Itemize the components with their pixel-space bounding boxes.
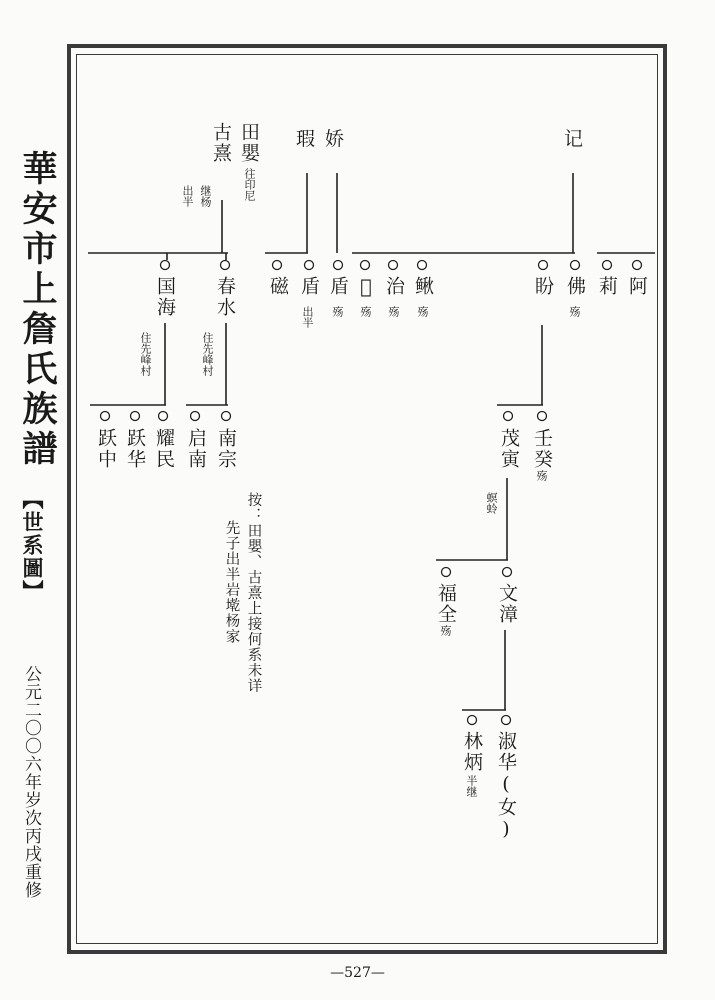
- remark-line-1: 按：田嬰、古熹上接何系未详: [245, 492, 262, 694]
- name-nanzong: 南宗: [215, 428, 237, 470]
- name-fuquan: 福全: [435, 583, 457, 625]
- edition-note: 公元二〇〇六年岁次丙戌重修: [21, 665, 41, 899]
- name-jiao: 娇: [325, 128, 351, 150]
- name-ji: 记: [564, 128, 590, 150]
- name-renkui: 壬癸: [531, 428, 553, 470]
- note-jiu: 殇: [416, 306, 429, 317]
- name-xia: 瑕: [296, 128, 322, 150]
- name-sheng: 𫔘: [355, 276, 377, 300]
- name-linbing: 林炳: [461, 731, 483, 773]
- name-tianying: 田嬰: [238, 122, 260, 164]
- note-chunshui-residence: 住先峰村: [201, 332, 214, 376]
- note-sheng: 殇: [359, 306, 372, 317]
- note-maoyin-adopted: 螟蛉: [485, 492, 498, 514]
- node-circles: [101, 261, 642, 725]
- name-li: 莉: [596, 276, 618, 297]
- note-fuquan: 殇: [439, 625, 452, 636]
- name-a: 阿: [626, 276, 648, 297]
- name-zhi: 治: [383, 276, 405, 297]
- note-linbing: 半继: [465, 775, 478, 797]
- section-title: 【世系圖】: [20, 488, 45, 603]
- name-shuhua: 淑华(女): [495, 731, 517, 842]
- book-title: 華安市上詹氏族譜: [17, 150, 58, 470]
- note-renkui: 殇: [535, 470, 548, 481]
- note-guxi-out: 出半: [181, 185, 194, 207]
- name-yuezhong: 跃中: [95, 428, 117, 470]
- name-jiu: 鳅: [412, 276, 434, 297]
- name-guxi: 古熹: [210, 122, 232, 164]
- note-fo: 殇: [568, 306, 581, 317]
- name-pan: 盼: [532, 276, 554, 297]
- name-wenzhang: 文漳: [496, 583, 518, 625]
- name-yaomin: 耀民: [153, 428, 175, 470]
- name-dun-2: 盾: [327, 276, 349, 297]
- name-chunshui: 春水: [214, 276, 236, 318]
- name-maoyin: 茂寅: [498, 428, 520, 470]
- name-dun-1: 盾: [298, 276, 320, 297]
- note-guohai-residence: 住先峰村: [139, 332, 152, 376]
- page-number: —527—: [330, 965, 385, 981]
- note-dun-1: 出半: [301, 306, 314, 328]
- name-guohai: 国海: [154, 276, 176, 318]
- note-zhi: 殇: [387, 306, 400, 317]
- name-ci: 磁: [267, 276, 289, 297]
- name-fo: 佛: [564, 276, 586, 297]
- note-guxi-adopt: 继杨: [199, 185, 212, 207]
- note-dun-2: 殇: [331, 306, 344, 317]
- name-yuehua: 跃华: [124, 428, 146, 470]
- name-qinan: 启南: [185, 428, 207, 470]
- remark-line-2: 先子出半岩墘杨家: [223, 520, 240, 644]
- note-tianying-indonesia: 往印尼: [243, 168, 256, 201]
